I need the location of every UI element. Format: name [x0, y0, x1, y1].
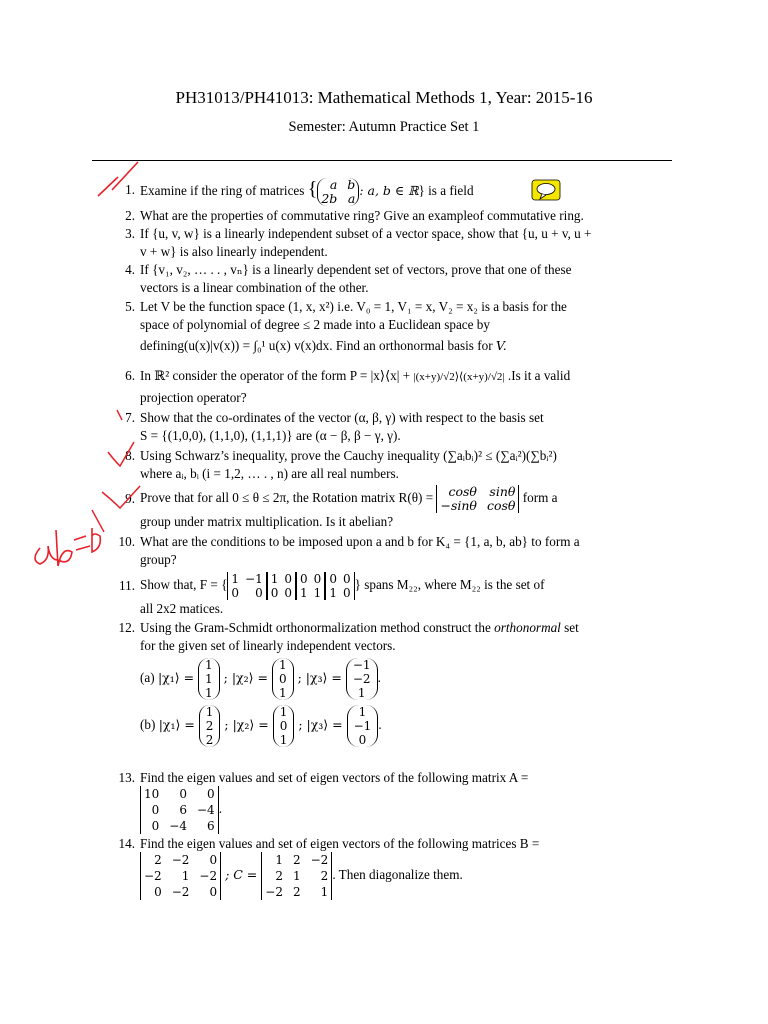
question-number: 6. — [125, 368, 135, 383]
question-number: 14. — [118, 836, 135, 851]
question-2: What are the properties of commutative ring? Give an exampleof commutative ring. — [140, 208, 584, 223]
question-number: 13. — [118, 770, 135, 785]
document-page: PH31013/PH41013: Mathematical Methods 1, Year: 2015-16 Semester: Autumn Practice Set 1 1. Examine if the ring of matrices { a b 2b a : a, b ∈ ℝ} is a field 2. What are the properties of commutative ring? Give an exampleof commutative ring. 3. If {u, v, w} is a linearly independent subset of a vector space, show that {u, u + v, u + v + w} is also linearly independent. 4. If {v₁, v₂, … . . , vₙ} is a linearly dependent set of vectors, prove that one of these vectors is a linear combination of the other. 5. Let V be the function space (1, x, x²) i.e. V₀ = 1, V₁ = x, V₂ = x₂ is a basis for the space of polynomial of degree ≤ 2 made into a Euclidean space by defining(u(x)|v(x)) = ∫₀¹ u(x) v(x)dx. Find an orthonormal basis for V. 6. In ℝ² consider the operator of the form P = |x⟩⟨x| + |(x+y)/√2⟩⟨(x+y)/√2| .Is it a valid projection operator? 7. Show that the co-ordinates of the vector (α, β, γ) with respect to the basis set S = {(1,0,0), (1,1,0), (1,1,1)} are (α − β, β − γ, γ). 8. Using Schwarz’s inequality, prove the Cauchy inequality (∑aᵢbᵢ)² ≤ (∑aᵢ²)(∑bᵢ²) where aᵢ, bᵢ (i = 1,2, … . , n) are all real numbers. 9. Prove that for all 0 ≤ θ ≤ 2π, the Rotation matrix R(θ) = cosθ sinθ −sinθ cosθ form a group under matrix multiplication. Is it abelian? 10. What are the conditions to be imposed upon a and b for K₄ = {1, a, b, ab} to form a group? 11. Show that, F = { 1 −1 0 0 1 0 0 0 0 0 1 1 0 0 1 0 } spans M₂₂, where M₂₂ is the set of all 2x2 matices. 12. Using the Gram-Schmidt orthonormalization method construct the orthonormal set for the given set of linearly independent vectors. (a) |χ₁⟩ = 1 1 1 ; |χ₂⟩ = 1 0 1 ; |χ₃⟩ = −1 −2 1 . (b) |χ₁⟩ = 1 2 2 ; |χ₂⟩ = 1 0 1 ; |χ₃⟩ = 1 −1 0 . 13. Find the eigen values and set of eigen vectors of the following matrix A = 10 0 0 0 6 −4 0 −4 6 . 14. Find the eigen values and set of eigen vectors of the following matrices B = 2 −2 0 −2 1 −2 0 −2 0 ; C = 1 2 −2 2 1 2 −2 2 1 . Then diagonalize them. — [0, 0, 768, 1024]
question-8: Using Schwarz’s inequality, prove the Cauchy inequality (∑aᵢbᵢ)² ≤ (∑aᵢ²)(∑bᵢ²) where aᵢ, bᵢ (i = 1,2, … . , n) are all real numbers. — [140, 448, 557, 481]
question-number: 10. — [118, 534, 135, 549]
question-5: Let V be the function space (1, x, x²) i.e. V₀ = 1, V₁ = x, V₂ = x₂ is a basis for the space of polynomial of degree ≤ 2 made into a Euclidean space by defining(u(x)|v(x)) = ∫₀¹ u(x) v(x)dx. Find an orthonormal basis for V. — [140, 299, 567, 353]
question-12b: (b) |χ₁⟩ = 1 2 2 ; |χ₂⟩ = 1 0 1 ; |χ₃⟩ = 1 −1 0 . — [140, 704, 382, 747]
question-11: Show that, F = { 1 −1 0 0 1 0 0 0 0 0 1 1 0 0 1 0 } spans M₂₂, where M₂₂ is the set of — [140, 571, 545, 600]
matrix-A: 10 0 0 0 6 −4 0 −4 6 — [140, 786, 219, 834]
matrix-q1: a b 2b a — [317, 178, 359, 206]
question-number: 2. — [125, 208, 135, 223]
question-number: 4. — [125, 262, 135, 277]
document-subtitle: Semester: Autumn Practice Set 1 — [288, 119, 480, 135]
question-12a: (a) |χ₁⟩ = 1 1 1 ; |χ₂⟩ = 1 0 1 ; |χ₃⟩ = −1 −2 1 . — [140, 657, 381, 700]
question-number: 5. — [125, 299, 135, 314]
question-number: 8. — [125, 448, 135, 463]
question-3: If {u, v, w} is a linearly independent subset of a vector space, show that {u, u + v, u + v + w} is also linearly independent. — [140, 226, 592, 259]
question-10: What are the conditions to be imposed upon a and b for K₄ = {1, a, b, ab} to form a group? — [140, 534, 580, 567]
question-number: 7. — [125, 410, 135, 425]
question-number: 11. — [119, 578, 135, 593]
question-number: 3. — [125, 226, 135, 241]
matrix-B: 2 −2 0 −2 1 −2 0 −2 0 — [140, 852, 221, 900]
question-number: 9. — [125, 491, 135, 506]
header-rule — [92, 160, 672, 161]
rotation-matrix: cosθ sinθ −sinθ cosθ — [436, 485, 519, 513]
document-title: PH31013/PH41013: Mathematical Methods 1, Year: 2015-16 — [175, 88, 593, 107]
question-14: Find the eigen values and set of eigen vectors of the following matrices B = — [140, 836, 540, 851]
question-12: Using the Gram-Schmidt orthonormalization method construct the orthonormal set for the given set of linearly independent vectors. — [140, 620, 579, 653]
question-4: If {v₁, v₂, … . . , vₙ} is a linearly dependent set of vectors, prove that one of these vectors is a linear combination of the other. — [140, 262, 572, 295]
handwritten-ab-ba — [35, 528, 100, 566]
question-number: 1. — [125, 182, 135, 197]
question-9: Prove that for all 0 ≤ θ ≤ 2π, the Rotation matrix R(θ) = cosθ sinθ −sinθ cosθ form a — [140, 483, 558, 513]
question-number: 12. — [118, 620, 135, 635]
question-6: In ℝ² consider the operator of the form P = |x⟩⟨x| + |(x+y)/√2⟩⟨(x+y)/√2| .Is it a valid projection operator? — [140, 368, 571, 405]
question-13: Find the eigen values and set of eigen vectors of the following matrix A = — [140, 770, 529, 785]
matrix-C: 1 2 −2 2 1 2 −2 2 1 — [261, 852, 332, 900]
question-1: Examine if the ring of matrices { a b 2b a : a, b ∈ ℝ} is a field — [140, 176, 474, 206]
question-7: Show that the co-ordinates of the vector (α, β, γ) with respect to the basis set S = {(1,0,0), (1,1,0), (1,1,1)} are (α − β, β − γ, γ). — [140, 410, 544, 443]
